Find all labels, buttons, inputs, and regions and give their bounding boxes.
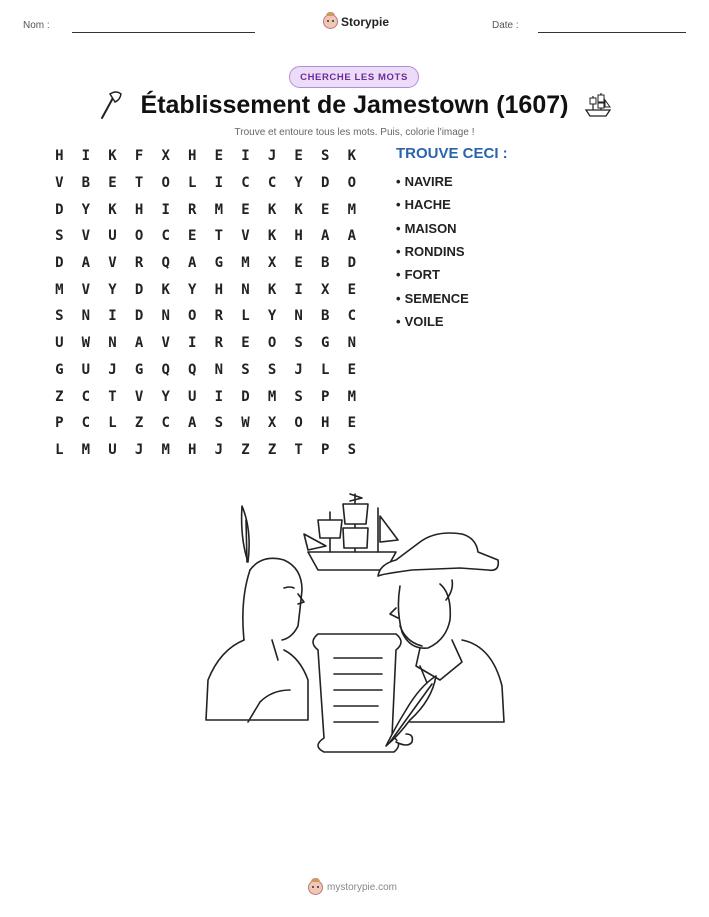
- word-list: [396, 170, 469, 333]
- bullet: •: [396, 244, 401, 260]
- grid-letter[interactable]: Q: [161, 255, 170, 272]
- grid-row: [46, 330, 365, 357]
- grid-letter[interactable]: E: [241, 335, 250, 352]
- grid-letter[interactable]: B: [321, 308, 330, 325]
- word-text: HACHE: [404, 197, 451, 213]
- grid-letter[interactable]: Q: [188, 361, 197, 378]
- grid-letter[interactable]: L: [188, 175, 197, 192]
- grid-letter[interactable]: V: [81, 228, 91, 245]
- grid-letter[interactable]: D: [55, 201, 64, 218]
- grid-letter[interactable]: S: [55, 308, 64, 325]
- name-line[interactable]: [72, 32, 255, 33]
- grid-letter[interactable]: H: [55, 148, 64, 165]
- grid-letter[interactable]: A: [321, 228, 330, 245]
- grid-letter[interactable]: Y: [161, 388, 170, 405]
- grid-letter[interactable]: E: [347, 415, 357, 432]
- scroll-drawing: [313, 634, 401, 752]
- word-list-item: [396, 170, 469, 193]
- grid-letter[interactable]: O: [188, 308, 197, 325]
- grid-letter[interactable]: Q: [161, 361, 170, 378]
- word-text: VOILE: [404, 313, 444, 329]
- grid-letter[interactable]: E: [214, 148, 224, 165]
- grid-letter[interactable]: C: [241, 175, 250, 192]
- grid-row: [46, 357, 365, 384]
- grid-letter[interactable]: Y: [108, 281, 117, 298]
- grid-letter[interactable]: A: [347, 228, 357, 245]
- grid-letter[interactable]: K: [108, 148, 117, 165]
- grid-letter[interactable]: I: [294, 281, 303, 298]
- bullet: •: [396, 267, 401, 283]
- bullet: •: [396, 197, 401, 213]
- grid-letter[interactable]: M: [241, 255, 250, 272]
- grid-letter[interactable]: U: [81, 361, 91, 378]
- grid-letter[interactable]: V: [55, 175, 64, 192]
- grid-letter[interactable]: B: [321, 255, 330, 272]
- grid-letter[interactable]: T: [294, 441, 303, 458]
- grid-letter[interactable]: E: [188, 228, 197, 245]
- grid-letter[interactable]: J: [134, 441, 144, 458]
- grid-letter[interactable]: O: [134, 228, 144, 245]
- grid-letter[interactable]: C: [161, 415, 170, 432]
- grid-letter[interactable]: S: [241, 361, 250, 378]
- grid-letter[interactable]: F: [134, 148, 144, 165]
- grid-letter[interactable]: V: [241, 228, 250, 245]
- grid-letter[interactable]: T: [134, 175, 144, 192]
- grid-letter[interactable]: R: [214, 335, 224, 352]
- ship-drawing: [304, 494, 398, 570]
- grid-letter[interactable]: Y: [267, 308, 277, 325]
- grid-letter[interactable]: A: [188, 255, 197, 272]
- grid-letter[interactable]: Y: [188, 281, 197, 298]
- grid-letter[interactable]: C: [267, 175, 277, 192]
- footer-url[interactable]: mystorypie.com: [327, 882, 398, 893]
- grid-letter[interactable]: M: [214, 201, 224, 218]
- grid-letter[interactable]: Y: [294, 175, 303, 192]
- grid-letter[interactable]: P: [55, 415, 64, 432]
- grid-letter[interactable]: K: [161, 281, 170, 298]
- grid-letter[interactable]: Y: [81, 201, 91, 218]
- grid-letter[interactable]: H: [188, 441, 197, 458]
- grid-letter[interactable]: U: [108, 441, 117, 458]
- grid-letter[interactable]: D: [55, 255, 64, 272]
- grid-letter[interactable]: C: [161, 228, 170, 245]
- date-label: Date :: [492, 20, 519, 31]
- grid-letter[interactable]: U: [108, 228, 117, 245]
- grid-letter[interactable]: V: [81, 281, 91, 298]
- grid-letter[interactable]: U: [188, 388, 197, 405]
- grid-letter[interactable]: S: [267, 361, 277, 378]
- grid-letter[interactable]: D: [321, 175, 330, 192]
- grid-letter[interactable]: S: [294, 388, 303, 405]
- category-badge: CHERCHE LES MOTS: [289, 66, 419, 88]
- grid-row: [46, 303, 365, 330]
- grid-letter[interactable]: R: [214, 308, 224, 325]
- grid-letter[interactable]: R: [134, 255, 144, 272]
- grid-letter[interactable]: L: [241, 308, 250, 325]
- grid-letter[interactable]: P: [321, 388, 330, 405]
- grid-letter[interactable]: Z: [241, 441, 250, 458]
- jamestown-treaty-illustration: [200, 490, 510, 760]
- grid-letter[interactable]: N: [347, 335, 357, 352]
- native-figure: [206, 506, 308, 722]
- grid-letter[interactable]: Z: [134, 415, 144, 432]
- grid-letter[interactable]: E: [241, 201, 250, 218]
- grid-letter[interactable]: K: [347, 148, 357, 165]
- grid-letter[interactable]: X: [161, 148, 170, 165]
- grid-letter[interactable]: T: [214, 228, 224, 245]
- grid-letter[interactable]: V: [108, 255, 117, 272]
- word-text: MAISON: [404, 220, 457, 236]
- grid-letter[interactable]: M: [161, 441, 170, 458]
- grid-letter[interactable]: N: [241, 281, 250, 298]
- word-list-item: [396, 263, 469, 286]
- grid-letter[interactable]: E: [294, 255, 303, 272]
- grid-letter[interactable]: D: [134, 308, 144, 325]
- grid-letter[interactable]: G: [214, 255, 224, 272]
- grid-letter[interactable]: O: [267, 335, 277, 352]
- grid-letter[interactable]: E: [294, 148, 303, 165]
- grid-letter[interactable]: X: [267, 255, 277, 272]
- word-list-item: [396, 310, 469, 333]
- grid-letter[interactable]: K: [267, 228, 277, 245]
- grid-letter[interactable]: M: [81, 441, 91, 458]
- grid-letter[interactable]: Z: [55, 388, 64, 405]
- grid-letter[interactable]: K: [294, 201, 303, 218]
- grid-letter[interactable]: D: [347, 255, 357, 272]
- grid-letter[interactable]: J: [267, 148, 277, 165]
- grid-letter[interactable]: L: [108, 415, 117, 432]
- grid-letter[interactable]: V: [161, 335, 170, 352]
- grid-letter[interactable]: I: [188, 335, 197, 352]
- grid-letter[interactable]: L: [55, 441, 64, 458]
- grid-letter[interactable]: H: [188, 148, 197, 165]
- name-label: Nom :: [23, 20, 50, 31]
- brand-name: Storypie: [341, 14, 390, 29]
- grid-letter[interactable]: N: [161, 308, 170, 325]
- grid-letter[interactable]: O: [161, 175, 170, 192]
- settler-figure: [378, 533, 504, 722]
- grid-row: [46, 196, 365, 223]
- grid-letter[interactable]: M: [347, 388, 357, 405]
- grid-letter[interactable]: N: [81, 308, 91, 325]
- grid-letter[interactable]: A: [134, 335, 144, 352]
- grid-letter[interactable]: H: [134, 201, 144, 218]
- grid-letter[interactable]: A: [81, 255, 91, 272]
- word-search-grid: [46, 143, 365, 463]
- storypie-mascot-icon: [308, 880, 323, 895]
- grid-letter[interactable]: N: [108, 335, 117, 352]
- grid-letter[interactable]: M: [55, 281, 64, 298]
- grid-letter[interactable]: D: [241, 388, 250, 405]
- grid-row: [46, 410, 365, 437]
- grid-letter[interactable]: H: [294, 228, 303, 245]
- grid-letter[interactable]: I: [161, 201, 170, 218]
- storypie-mascot-icon: [323, 14, 338, 29]
- grid-letter[interactable]: T: [108, 388, 117, 405]
- grid-letter[interactable]: S: [347, 441, 357, 458]
- grid-letter[interactable]: A: [188, 415, 197, 432]
- word-list-item: [396, 286, 469, 309]
- word-text: FORT: [404, 267, 440, 283]
- grid-letter[interactable]: I: [214, 175, 224, 192]
- grid-letter[interactable]: H: [321, 415, 330, 432]
- bullet: •: [396, 290, 401, 306]
- grid-letter[interactable]: G: [134, 361, 144, 378]
- grid-letter[interactable]: W: [81, 335, 91, 352]
- grid-letter[interactable]: K: [108, 201, 117, 218]
- word-list-title: TROUVE CECI :: [396, 145, 508, 162]
- grid-letter[interactable]: O: [294, 415, 303, 432]
- grid-letter[interactable]: G: [321, 335, 330, 352]
- instructions: Trouve et entoure tous les mots. Puis, colorie l'image !: [234, 127, 475, 138]
- grid-letter[interactable]: M: [267, 388, 277, 405]
- grid-row: [46, 250, 365, 277]
- grid-letter[interactable]: W: [241, 415, 250, 432]
- grid-letter[interactable]: X: [321, 281, 330, 298]
- word-text: SEMENCE: [404, 290, 469, 306]
- grid-letter[interactable]: I: [81, 148, 91, 165]
- word-list-item: [396, 217, 469, 240]
- grid-letter[interactable]: O: [347, 175, 357, 192]
- grid-letter[interactable]: I: [241, 148, 250, 165]
- grid-letter[interactable]: E: [347, 361, 357, 378]
- grid-letter[interactable]: J: [214, 441, 224, 458]
- grid-letter[interactable]: S: [55, 228, 64, 245]
- grid-letter[interactable]: U: [55, 335, 64, 352]
- grid-letter[interactable]: V: [134, 388, 144, 405]
- grid-letter[interactable]: I: [108, 308, 117, 325]
- grid-letter[interactable]: B: [81, 175, 91, 192]
- bullet: •: [396, 220, 401, 236]
- grid-row: [46, 170, 365, 197]
- grid-row: [46, 223, 365, 250]
- grid-letter[interactable]: C: [81, 415, 91, 432]
- word-text: NAVIRE: [404, 174, 453, 190]
- grid-row: [46, 383, 365, 410]
- grid-letter[interactable]: K: [267, 281, 277, 298]
- word-list-item: [396, 193, 469, 216]
- grid-letter[interactable]: K: [267, 201, 277, 218]
- grid-letter[interactable]: P: [321, 441, 330, 458]
- grid-letter[interactable]: C: [347, 308, 357, 325]
- grid-row: [46, 437, 365, 464]
- grid-letter[interactable]: D: [134, 281, 144, 298]
- bullet: •: [396, 174, 401, 190]
- word-text: RONDINS: [404, 244, 465, 260]
- ship-icon: [583, 90, 613, 120]
- grid-letter[interactable]: E: [347, 281, 357, 298]
- grid-letter[interactable]: X: [267, 415, 277, 432]
- grid-letter[interactable]: N: [294, 308, 303, 325]
- grid-letter[interactable]: Z: [267, 441, 277, 458]
- grid-letter[interactable]: J: [294, 361, 303, 378]
- grid-letter[interactable]: L: [321, 361, 330, 378]
- grid-letter[interactable]: M: [347, 201, 357, 218]
- footer: [308, 880, 397, 895]
- grid-letter[interactable]: S: [321, 148, 330, 165]
- grid-row: [46, 143, 365, 170]
- grid-letter[interactable]: C: [81, 388, 91, 405]
- grid-letter[interactable]: H: [214, 281, 224, 298]
- page-title: Établissement de Jamestown (1607): [140, 91, 569, 119]
- bullet: •: [396, 313, 401, 329]
- grid-letter[interactable]: N: [214, 361, 224, 378]
- grid-letter[interactable]: S: [294, 335, 303, 352]
- brand: [323, 14, 389, 29]
- word-list-item: [396, 240, 469, 263]
- grid-letter[interactable]: E: [321, 201, 330, 218]
- grid-row: [46, 276, 365, 303]
- date-line[interactable]: [538, 32, 686, 33]
- grid-letter[interactable]: E: [108, 175, 117, 192]
- grid-letter[interactable]: I: [214, 388, 224, 405]
- grid-letter[interactable]: S: [214, 415, 224, 432]
- grid-letter[interactable]: J: [108, 361, 117, 378]
- grid-letter[interactable]: R: [188, 201, 197, 218]
- grid-letter[interactable]: G: [55, 361, 64, 378]
